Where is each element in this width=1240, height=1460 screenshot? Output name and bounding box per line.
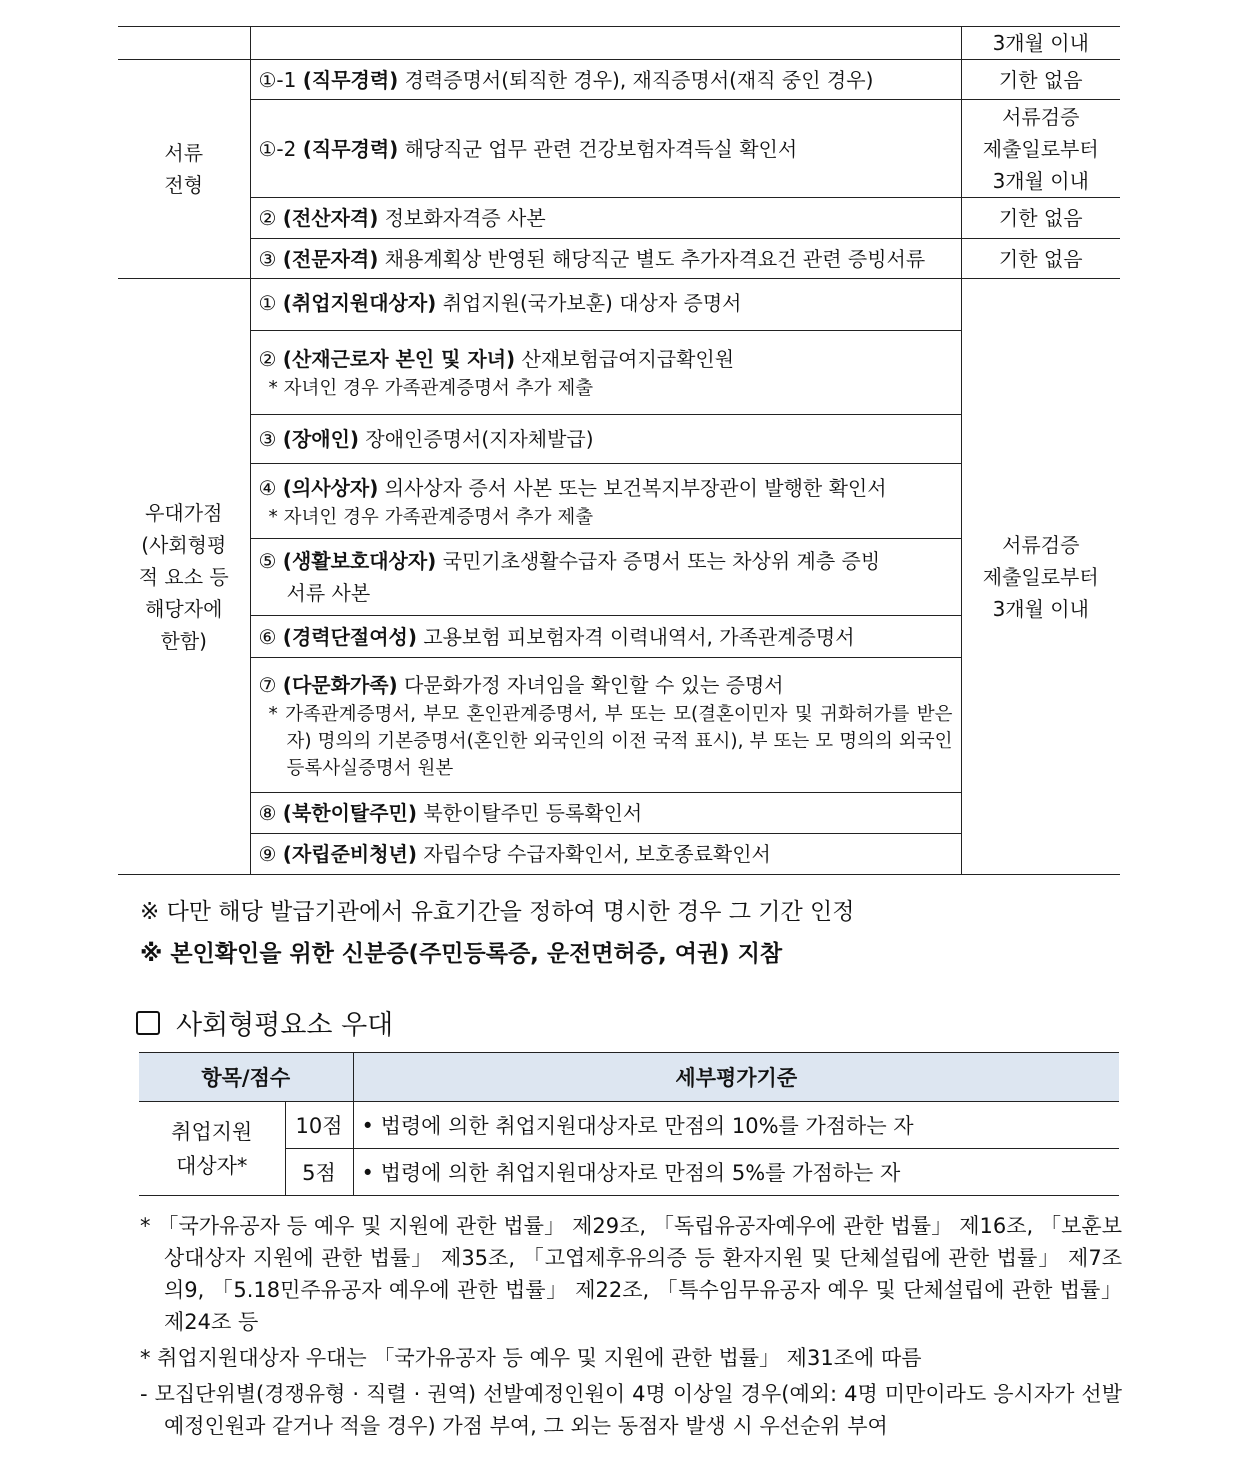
item-text: 자립수당 수급자확인서, 보호종료확인서 (423, 842, 771, 866)
table-row (118, 198, 1120, 239)
item-tag: (자립준비청년) (282, 842, 417, 866)
item-tag: (다문화가족) (282, 672, 398, 697)
item-number: ② (258, 347, 277, 371)
item-cell (250, 464, 961, 539)
item-tag: (북한이탈주민) (282, 801, 417, 825)
item-tag: (산재근로자 본인 및 자녀) (282, 347, 516, 371)
category-text: 서류 (164, 141, 204, 165)
preference-score-table (139, 1052, 1119, 1196)
due-text: 기한 없음 (998, 67, 1083, 92)
item-note: * 가족관계증명서, 부모 혼인관계증명서, 부 또는 모(결혼이민자 및 귀화허가를 받은 자) 명의의 기본증명서(혼인한 외국인의 이전 국적 표시), 부 또는 모 명의의 외국인 등록사실증명서 원본 (268, 703, 953, 779)
item-number: ①-2 (258, 136, 297, 161)
item-tag: (취업지원대상자) (282, 291, 437, 315)
header-item: 항목/점수 (139, 1053, 353, 1102)
item-text: 채용계획상 반영된 해당직군 별도 추가자격요건 관련 증빙서류 (384, 246, 926, 271)
category-text: 취업지원 (171, 1119, 253, 1144)
item-text: 장애인증명서(지자체발급) (365, 427, 594, 451)
item-note: * 자녀인 경우 가족관계증명서 추가 제출 (268, 378, 594, 399)
footnote: - 모집단위별(경쟁유형 · 직렬 · 권역) 선발예정인원이 4명 이상일 경우(예외: 4명 미만이라도 응시자가 선발예정인원과 같거나 적을 경우) 가점 부여, 그 외는 동점자 발생 시 우선순위 부여 (140, 1382, 1122, 1438)
section-heading (136, 1003, 393, 1042)
item-number: ⑥ (258, 624, 277, 649)
item-cell (250, 793, 961, 834)
item-number: ③ (258, 427, 277, 451)
table-row (118, 279, 1120, 331)
due-text: 기한 없음 (998, 206, 1083, 230)
item-note: * 자녀인 경우 가족관계증명서 추가 제출 (268, 506, 594, 528)
item-tag: (직무경력) (302, 67, 399, 92)
item-tag: (직무경력) (302, 136, 399, 161)
table-row (139, 1149, 1119, 1196)
category-text: 대상자* (176, 1153, 248, 1178)
screening-category (118, 60, 250, 279)
due-text: 3개월 이내 (992, 596, 1089, 621)
due-cell (961, 60, 1120, 100)
item-cell (250, 658, 961, 793)
category-text: (사회형평 (141, 532, 227, 557)
preference-due-cell (961, 279, 1120, 875)
item-number: ⑤ (258, 549, 277, 573)
item-text: 취업지원(국가보훈) 대상자 증명서 (442, 291, 742, 315)
item-number: ⑦ (258, 672, 277, 697)
item-tag: (장애인) (282, 427, 360, 451)
due-cell: 3개월 이내 (961, 27, 1120, 60)
category-text: 적 요소 등 (138, 564, 229, 589)
category-cell (139, 1102, 285, 1196)
table-row (118, 27, 1120, 60)
id-note: ※ 본인확인을 위한 신분증(주민등록증, 운전면허증, 여권) 지참 (140, 941, 783, 967)
category-text: 우대가점 (145, 500, 223, 525)
criteria-cell: • 법령에 의한 취업지원대상자로 만점의 5%를 가점하는 자 (353, 1149, 1119, 1196)
due-text: 서류검증 (1002, 532, 1080, 557)
item-number: ⑧ (258, 801, 277, 825)
item-number: ④ (258, 475, 277, 500)
header-criteria: 세부평가기준 (353, 1053, 1119, 1102)
table-row (118, 100, 1120, 198)
item-text: 정보화자격증 사본 (384, 206, 546, 230)
item-cell (250, 198, 961, 239)
item-tag: (생활보호대상자) (282, 549, 437, 573)
item-text: 경력증명서(퇴직한 경우), 재직증명서(재직 중인 경우) (404, 67, 874, 92)
due-text: 서류검증 (1002, 104, 1080, 129)
item-tag: (전산자격) (282, 206, 379, 230)
table-row (118, 239, 1120, 279)
score-cell: 10점 (285, 1102, 353, 1149)
item-number: ①-1 (258, 67, 297, 92)
item-text: 의사상자 증서 사본 또는 보건복지부장관이 발행한 확인서 (384, 475, 887, 500)
score-cell: 5점 (285, 1149, 353, 1196)
category-text: 한함) (160, 628, 207, 653)
item-text-continued: 서류 사본 (286, 581, 371, 605)
footnote: * 「국가유공자 등 예우 및 지원에 관한 법률」 제29조, 「독립유공자예우에 관한 법률」 제16조, 「보훈보상대상자 지원에 관한 법률」 제35조, 「고엽제후유의증 등 환자지원 및 단체설립에 관한 법률」 제7조의9, 「5.18민주유공자 예우에 관한 법률」 제22조, 「특수임무유공자 예우 및 단체설립에 관한 법률」 제24조 등 (140, 1214, 1122, 1334)
item-tag: (전문자격) (282, 246, 379, 271)
item-number: ② (258, 206, 277, 230)
due-text: 기한 없음 (998, 246, 1083, 271)
item-cell (250, 415, 961, 464)
category-text: 해당자에 (145, 596, 223, 621)
due-text: 제출일로부터 (982, 564, 1099, 589)
item-text: 국민기초생활수급자 증명서 또는 차상위 계층 증빙 (442, 549, 881, 573)
validity-note: ※ 다만 해당 발급기관에서 유효기간을 정하여 명시한 경우 그 기간 인정 (140, 899, 855, 925)
preference-category (118, 279, 250, 875)
item-number: ① (258, 291, 277, 315)
due-cell (961, 198, 1120, 239)
item-text: 북한이탈주민 등록확인서 (423, 801, 643, 825)
due-cell (961, 239, 1120, 279)
item-number: ⑨ (258, 842, 277, 866)
table-row (139, 1102, 1119, 1149)
item-cell (250, 539, 961, 616)
item-cell (250, 331, 961, 415)
item-text: 고용보험 피보험자격 이력내역서, 가족관계증명서 (423, 624, 855, 649)
section-title: 사회형평요소 우대 (176, 1010, 394, 1041)
item-cell (250, 100, 961, 198)
item-cell (250, 834, 961, 875)
category-text: 전형 (164, 173, 204, 197)
checkbox-square-icon (136, 1011, 160, 1035)
item-cell (250, 27, 961, 60)
item-cell (250, 616, 961, 658)
table-row (118, 60, 1120, 100)
item-tag: (의사상자) (282, 475, 379, 500)
due-text: 제출일로부터 (982, 136, 1099, 161)
criteria-cell: • 법령에 의한 취업지원대상자로 만점의 10%를 가점하는 자 (353, 1102, 1119, 1149)
item-number: ③ (258, 246, 277, 271)
due-text: 3개월 이내 (992, 168, 1089, 193)
footnote: * 취업지원대상자 우대는 「국가유공자 등 예우 및 지원에 관한 법률」 제31조에 따름 (140, 1346, 922, 1370)
item-cell (250, 60, 961, 100)
item-text: 산재보험급여지급확인원 (521, 347, 735, 371)
item-tag: (경력단절여성) (282, 624, 417, 649)
category-cell (118, 27, 250, 60)
table-header-row (139, 1053, 1119, 1102)
item-cell (250, 239, 961, 279)
item-text: 다문화가정 자녀임을 확인할 수 있는 증명서 (404, 672, 784, 697)
documents-table (118, 26, 1120, 875)
footnotes (140, 1210, 1122, 1442)
item-text: 해당직군 업무 관련 건강보험자격득실 확인서 (404, 136, 798, 161)
due-cell (961, 100, 1120, 198)
item-cell (250, 279, 961, 331)
